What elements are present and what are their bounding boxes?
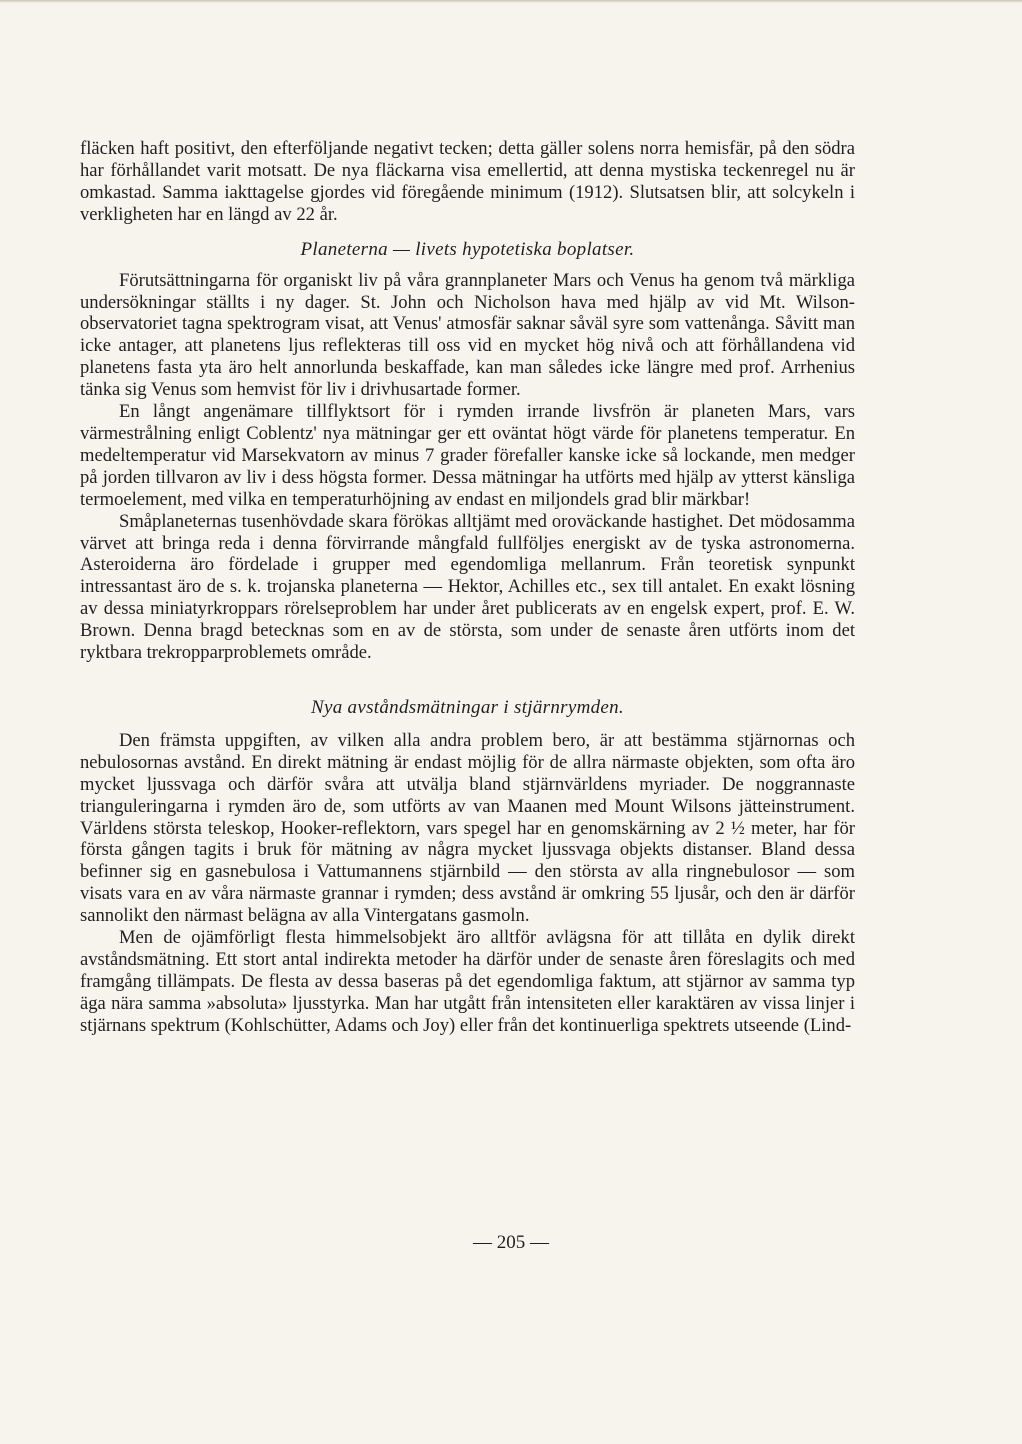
page-number: — 205 — — [473, 1232, 549, 1253]
paragraph-mars: En långt angenämare tillflyktsort för i rymden irrande livsfrön är planeten Mars, vars värmestrålning enligt Coblentz' nya mätningar ger ett oväntat högt värde för planetens temperatur. En medeltemperatur vid Marsekvatorn av minus 7 grader förefaller kanske icke så lockande, men medger på jorden tillvaron av liv i dess högsta former. Dessa mätningar ha utförts med hjälp av ytterst känsliga termoelement, med vilka en temperaturhöjning av endast en miljondels grad blir märkbar! — [80, 401, 855, 510]
page-top-edge — [0, 0, 1022, 3]
paragraph-indirekta-metoder: Men de ojämförligt flesta himmelsobjekt äro alltför avlägsna för att tillåta en dylik direkt avståndsmätning. Ett stort antal indirekta metoder ha därför under de senaste åren föreslagits och med framgång tillämpats. De flesta av dessa baseras på det egendomliga faktum, att stjärnor av samma typ äga nära samma »absoluta» ljusstyrka. Man har utgått från intensiteten eller karaktären av vissa linjer i stjärnans spektrum (Kohlschütter, Adams och Joy) eller från det kontinuerliga spektrets utseende (Lind- — [80, 927, 855, 1036]
paragraph-venus: Förutsättningarna för organiskt liv på våra grannplaneter Mars och Venus ha genom två märkliga undersökningar ställts i ny dager. St. John och Nicholson hava med hjälp av vid Mt. Wilson-observatoriet tagna spektrogram visat, att Venus' atmosfär saknar såväl syre som vattenånga. Såvitt man icke antager, att planetens ljus reflekteras till oss vid en mycket hög nivå och att förhållandena vid planetens fasta yta äro helt annorlunda beskaffade, kan man således icke längre med prof. Arrhenius tänka sig Venus som hemvist för liv i drivhusartade former. — [80, 269, 855, 401]
section-heading-planeterna: Planeterna — livets hypotetiska boplatser. — [300, 238, 635, 260]
body-text — [80, 138, 855, 1037]
paragraph-smaplaneter: Småplaneternas tusenhövdade skara förökas alltjämt med oroväckande hastighet. Det mödosamma värvet att bringa reda i denna förvirrande mångfald fullföljes energiskt av de tyska astronomerna. Asteroiderna äro fördelade i grupper med egendomliga mellanrum. Från teoretisk synpunkt intressantast äro de s. k. trojanska planeterna — Hektor, Achilles etc., sex till antalet. En exakt lösning av dessa miniatyrkroppars rörelseproblem har under året publicerats av en engelsk expert, prof. E. W. Brown. Denna bragd betecknas som en av de största, som under de senaste åren utförts inom det ryktbara trekropparproblemets område. — [80, 510, 855, 664]
paragraph-avstand: Den främsta uppgiften, av vilken alla andra problem bero, är att bestämma stjärnornas och nebulosornas avstånd. En direkt mätning är endast möjlig för de allra närmaste objekten, som ofta äro mycket ljussvaga och därför svåra att utvälja bland stjärnvärldens myriader. De noggrannaste trianguleringarna i rymden äro de, som utförts av van Maanen med Mount Wilsons jätteinstrument. Världens största teleskop, Hooker-reflektorn, vars spegel har en genomskärning av 2 ½ meter, har för första gången tagits i bruk för mätning av några mycket ljussvaga objekts distanser. Bland dessa befinner sig en gasnebulosa i Vattumannens stjärnbild — den största av alla ringnebulosor — som visats vara en av våra närmaste grannar i rymden; dess avstånd är omkring 55 ljusår, och den är därför sannolikt den närmast belägna av alla Vintergatans gasmoln. — [80, 729, 855, 927]
section-heading-avstandsmatningar: Nya avståndsmätningar i stjärnrymden. — [311, 696, 624, 718]
paragraph-intro: fläcken haft positivt, den efterföljande negativt tecken; detta gäller solens norra hemisfär, på den södra har förhållandet varit motsatt. De nya fläckarna visa emellertid, att denna mystiska teckenregel nu är omkastad. Samma iakttagelse gjordes vid föregående minimum (1912). Slutsatsen blir, att solcykeln i verkligheten har en längd av 22 år. — [80, 138, 855, 225]
